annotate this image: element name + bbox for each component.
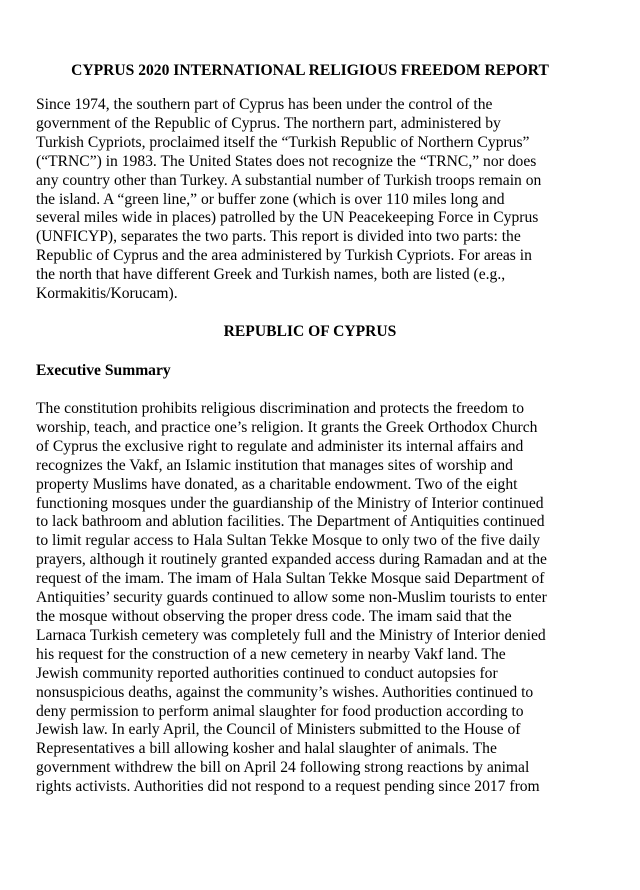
text-line: Republic of Cyprus and the area administered by Turkish Cypriots. For areas in xyxy=(36,247,532,265)
text-line: recognizes the Vakf, an Islamic institution that manages sites of worship and xyxy=(36,456,513,474)
text-line: Jewish law. In early April, the Council of Ministers submitted to the House of xyxy=(36,721,521,739)
text-line: worship, teach, and practice one’s religion. It grants the Greek Orthodox Church xyxy=(36,418,538,436)
text-line: request of the imam. The imam of Hala Sultan Tekke Mosque said Department of xyxy=(36,570,545,588)
text-line: to lack bathroom and ablution facilities. The Department of Antiquities continued xyxy=(36,513,545,531)
text-line: deny permission to perform animal slaughter for food production according to xyxy=(36,702,524,720)
text-line: any country other than Turkey. A substantial number of Turkish troops remain on xyxy=(36,171,542,189)
text-line: Since 1974, the southern part of Cyprus has been under the control of the xyxy=(36,96,493,113)
text-line: Antiquities’ security guards continued to allow some non-Muslim tourists to enter xyxy=(36,589,547,607)
text-line: Jewish community reported authorities continued to conduct autopsies for xyxy=(36,664,498,682)
text-line: (UNFICYP), separates the two parts. This report is divided into two parts: the xyxy=(36,228,521,246)
text-line: government withdrew the bill on April 24 following strong reactions by animal xyxy=(36,759,530,777)
text-line: the island. A “green line,” or buffer zone (which is over 110 miles long and xyxy=(36,190,505,208)
executive-summary-heading: Executive Summary xyxy=(36,362,171,379)
text-line: of Cyprus the exclusive right to regulate and administer its internal affairs and xyxy=(36,437,524,455)
text-line: functioning mosques under the guardianship of the Ministry of Interior continued xyxy=(36,494,544,512)
text-line: rights activists. Authorities did not respond to a request pending since 2017 from xyxy=(36,778,540,796)
text-line: prayers, although it routinely granted expanded access during Ramadan and at the xyxy=(36,551,547,569)
summary-paragraph xyxy=(36,400,596,797)
text-line: the north that have different Greek and Turkish names, both are listed (e.g., xyxy=(36,266,506,284)
text-line: Turkish Cypriots, proclaimed itself the “Turkish Republic of Northern Cyprus” xyxy=(36,133,530,151)
text-line: government of the Republic of Cyprus. The northern part, administered by xyxy=(36,114,501,132)
section-heading: REPUBLIC OF CYPRUS xyxy=(223,323,397,340)
text-line: Larnaca Turkish cemetery was completely full and the Ministry of Interior denied xyxy=(36,626,546,644)
text-line: The constitution prohibits religious discrimination and protects the freedom to xyxy=(36,400,525,417)
text-line: to limit regular access to Hala Sultan Tekke Mosque to only two of the five daily xyxy=(36,532,541,550)
document-title: CYPRUS 2020 INTERNATIONAL RELIGIOUS FREEDOM REPORT xyxy=(71,62,549,79)
text-line: the mosque without observing the proper dress code. The imam said that the xyxy=(36,607,512,625)
text-line: his request for the construction of a new cemetery in nearby Vakf land. The xyxy=(36,645,506,663)
text-line: Representatives a bill allowing kosher and halal slaughter of animals. The xyxy=(36,740,497,758)
text-line: (“TRNC”) in 1983. The United States does not recognize the “TRNC,” nor does xyxy=(36,152,537,170)
text-line: nonsuspicious deaths, against the community’s wishes. Authorities continued to xyxy=(36,683,534,701)
text-line: Kormakitis/Korucam). xyxy=(36,285,178,303)
text-line: several miles wide in places) patrolled by the UN Peacekeeping Force in Cyprus xyxy=(36,209,539,227)
text-line: property Muslims have donated, as a charitable endowment. Two of the eight xyxy=(36,475,518,493)
intro-paragraph xyxy=(36,96,596,304)
